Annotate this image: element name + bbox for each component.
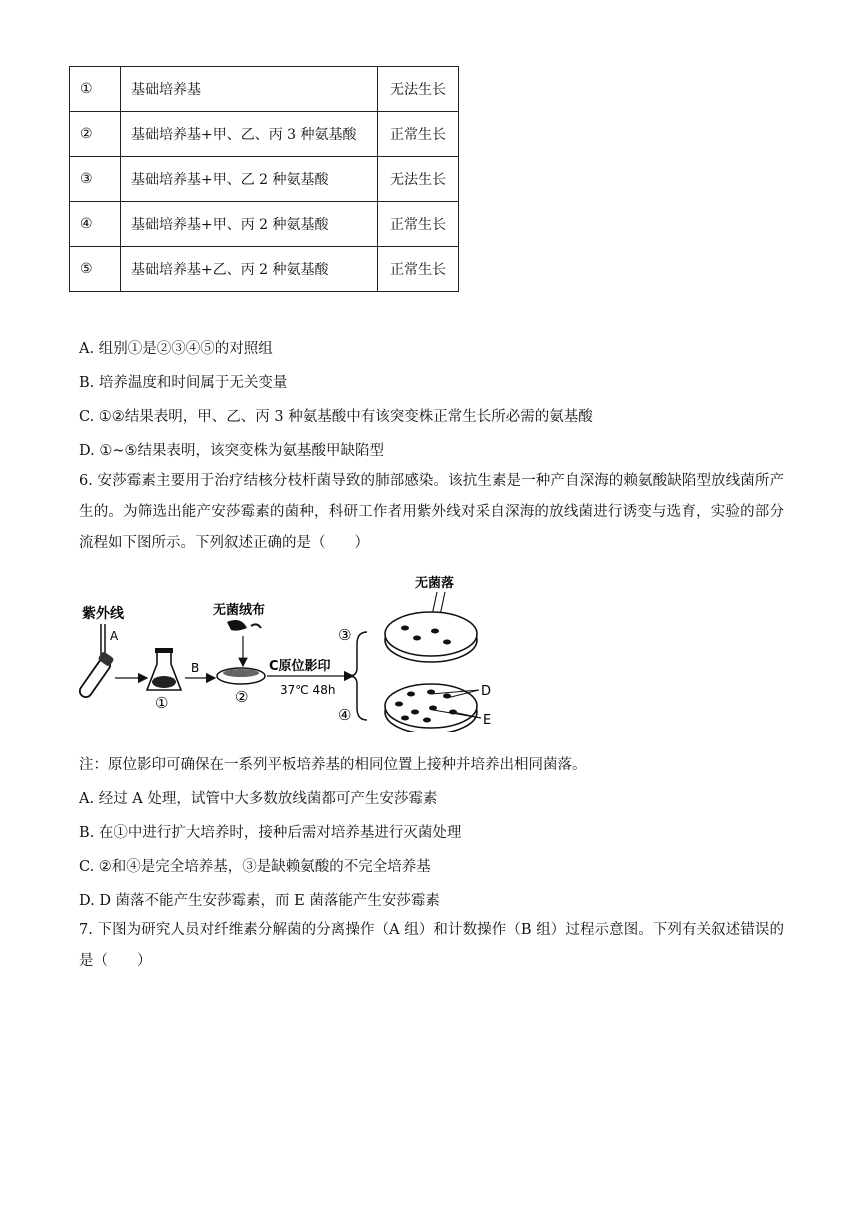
- condition-label: 37℃ 48h: [280, 683, 336, 697]
- q6-note: 注：原位影印可确保在一系列平板培养基的相同位置上接种并培养出相同菌落。: [79, 757, 587, 773]
- experiment-table: [69, 66, 459, 292]
- table-row: [70, 112, 459, 157]
- table-row: [70, 202, 459, 247]
- q5-option-a: A. 组别①是②③④⑤的对照组: [79, 341, 273, 357]
- q6-figure: [75, 572, 515, 732]
- row-result: 正常生长: [378, 112, 459, 157]
- q5-option-c: C. ①②结果表明，甲、乙、丙 3 种氨基酸中有该突变株正常生长所必需的氨基酸: [79, 409, 593, 425]
- num-3: ③: [338, 626, 352, 644]
- num-4: ④: [338, 706, 352, 724]
- no-colony-label: 无菌落: [415, 576, 455, 591]
- row-id: ④: [70, 202, 121, 247]
- row-medium: 基础培养基: [121, 67, 378, 112]
- label-d: D: [481, 684, 492, 699]
- velvet-stamp-icon: [227, 620, 261, 631]
- row-id: ③: [70, 157, 121, 202]
- replica-label: C原位影印: [269, 659, 331, 674]
- q6-stem: 6. 安莎霉素主要用于治疗结核分枝杆菌导致的肺部感染。该抗生素是一种产自深海的赖氨酸缺陷型放线菌所产生的。为筛选出能产安莎霉素的菌种，科研工作者用紫外线对采自深海的放线菌进行诱变与选育，实验的部分流程如下图所示。下列叙述正确的是（ ）: [79, 473, 784, 551]
- flask-icon: [147, 648, 181, 690]
- q7-stem: 7. 下图为研究人员对纤维素分解菌的分离操作（A 组）和计数操作（B 组）过程示意图。下列有关叙述错误的是（ ）: [79, 922, 784, 969]
- q6-option-a: A. 经过 A 处理，试管中大多数放线菌都可产生安莎霉素: [79, 791, 438, 807]
- brace: [349, 632, 367, 720]
- row-result: 无法生长: [378, 157, 459, 202]
- num-2: ②: [235, 688, 249, 706]
- q5-option-d: D. ①~⑤结果表明，该突变株为氨基酸甲缺陷型: [79, 443, 384, 459]
- uv-label: 紫外线: [82, 606, 124, 622]
- q6-option-d: D. D 菌落不能产生安莎霉素，而 E 菌落能产生安莎霉素: [79, 893, 440, 909]
- test-tube-icon: [77, 651, 114, 700]
- q6-option-b: B. 在①中进行扩大培养时，接种后需对培养基进行灭菌处理: [79, 825, 462, 841]
- plate-3: [385, 612, 477, 662]
- velvet-label: 无菌绒布: [213, 603, 266, 618]
- plate-2: [217, 668, 265, 684]
- arrow-b-label: B: [191, 661, 200, 675]
- row-medium: 基础培养基+甲、丙 2 种氨基酸: [121, 202, 378, 247]
- row-medium: 基础培养基+甲、乙、丙 3 种氨基酸: [121, 112, 378, 157]
- table-row: [70, 157, 459, 202]
- row-result: 正常生长: [378, 202, 459, 247]
- row-result: 无法生长: [378, 67, 459, 112]
- q6-option-c: C. ②和④是完全培养基，③是缺赖氨酸的不完全培养基: [79, 859, 431, 875]
- table-row: [70, 247, 459, 292]
- table-row: [70, 67, 459, 112]
- row-id: ⑤: [70, 247, 121, 292]
- row-id: ①: [70, 67, 121, 112]
- row-result: 正常生长: [378, 247, 459, 292]
- arrow-a-label: A: [110, 629, 119, 643]
- row-id: ②: [70, 112, 121, 157]
- row-medium: 基础培养基+甲、乙 2 种氨基酸: [121, 157, 378, 202]
- num-1: ①: [155, 694, 169, 712]
- row-medium: 基础培养基+乙、丙 2 种氨基酸: [121, 247, 378, 292]
- label-e: E: [483, 713, 492, 728]
- q5-option-b: B. 培养温度和时间属于无关变量: [79, 375, 288, 391]
